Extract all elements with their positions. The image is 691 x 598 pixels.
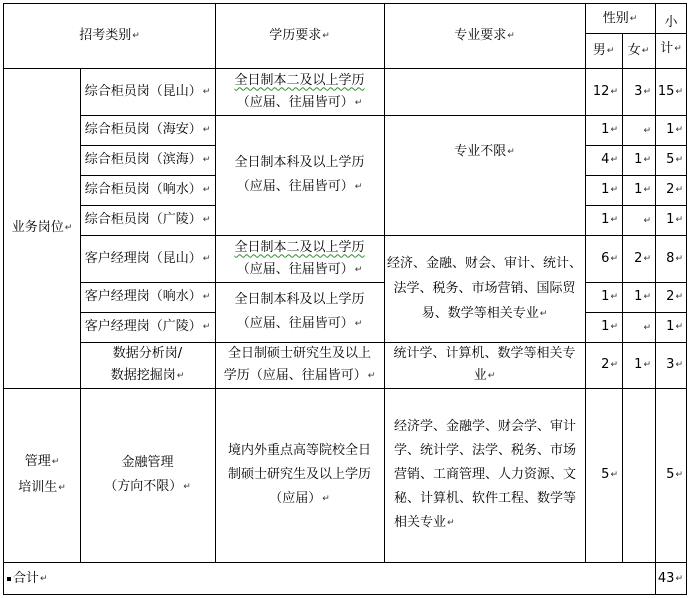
female-count <box>622 388 655 562</box>
male-count: 6 ↵ <box>585 235 622 282</box>
position-cell: 数据分析岗/ 数据挖掘岗 ↵ <box>80 342 215 388</box>
position-cell: 综合柜员岗（广陵） ↵ <box>80 205 215 235</box>
major-cell: 专业不限 ↵ <box>384 68 585 235</box>
total-count: 1 ↵ <box>655 115 687 145</box>
male-count: 1 ↵ <box>585 205 622 235</box>
education-cell: 全日制本二及以上学历 （应届、往届皆可） ↵ <box>215 235 384 282</box>
female-count <box>622 312 655 342</box>
female-count: 1 ↵ <box>622 342 655 388</box>
education-cell: 全日制本科及以上学历 （应届、往届皆可） ↵ <box>215 282 384 342</box>
total-count: 5 ↵ <box>655 145 687 175</box>
total-count: 8 ↵ <box>655 235 687 282</box>
header-gender: 性别 ↵ <box>585 4 655 33</box>
recruitment-table <box>3 3 687 595</box>
header-major: 专业要求 ↵ <box>384 4 585 68</box>
total-count: 1 ↵ <box>655 312 687 342</box>
male-count: 1 ↵ <box>585 115 622 145</box>
header-male: 男 ↵ <box>585 33 622 68</box>
total-count: 1 ↵ <box>655 205 687 235</box>
male-count: 1 ↵ <box>585 175 622 205</box>
header-education: 学历要求 ↵ <box>215 4 384 68</box>
position-cell: 金融管理 （方向不限） ↵ <box>80 388 215 562</box>
header-subtotal: 小 计 ↵ <box>655 4 687 68</box>
total-count: 3 ↵ <box>655 342 687 388</box>
education-cell: 全日制硕士研究生及以上 学历（应届、往届皆可） ↵ <box>215 342 384 388</box>
total-count: 2 ↵ <box>655 175 687 205</box>
male-count: 4 ↵ <box>585 145 622 175</box>
female-count <box>622 115 655 145</box>
position-cell: 综合柜员岗（滨海） ↵ <box>80 145 215 175</box>
row-marker <box>7 577 11 581</box>
education-cell: 全日制本科及以上学历 （应届、往届皆可） ↵ <box>215 115 384 235</box>
position-cell: 客户经理岗（响水） ↵ <box>80 282 215 312</box>
group-business: 业务岗位 ↵ <box>4 68 80 388</box>
position-cell: 客户经理岗（昆山） ↵ <box>80 235 215 282</box>
position-cell: 客户经理岗（广陵） ↵ <box>80 312 215 342</box>
female-count: 2 ↵ <box>622 235 655 282</box>
female-count: 1 ↵ <box>622 175 655 205</box>
total-count: 5 ↵ <box>655 388 687 562</box>
position-cell: 综合柜员岗（响水） ↵ <box>80 175 215 205</box>
position-cell: 综合柜员岗（昆山） ↵ <box>80 68 215 115</box>
major-cell: 经济学、金融学、财会学、审计 学、统计学、法学、税务、市场 营销、工商管理、人力资源、文 秘、计算机、软件工程、数学等 相关专业 ↵ <box>384 388 585 562</box>
total-count: 2 ↵ <box>655 282 687 312</box>
female-count: 1 ↵ <box>622 145 655 175</box>
major-cell: 经济、金融、财会、审计、统计、 法学、税务、市场营销、国际贸 易、数学等相关专业 ↵ <box>384 235 585 342</box>
group-trainee: 管理 ↵ 培训生 ↵ <box>4 388 80 562</box>
female-count: 3 ↵ <box>622 68 655 115</box>
header-female: 女 ↵ <box>622 33 655 68</box>
male-count: 1 ↵ <box>585 312 622 342</box>
footer-total-label: 合计 ↵ <box>4 562 655 595</box>
male-count: 2 ↵ <box>585 342 622 388</box>
male-count: 5 ↵ <box>585 388 622 562</box>
female-count: 1 ↵ <box>622 282 655 312</box>
total-count: 15 ↵ <box>655 68 687 115</box>
header-category: 招考类别 ↵ <box>4 4 215 68</box>
male-count: 1 ↵ <box>585 282 622 312</box>
education-cell: 境内外重点高等院校全日 制硕士研究生及以上学历 （应届） ↵ <box>215 388 384 562</box>
major-cell: 统计学、计算机、数学等相关专 业 ↵ <box>384 342 585 388</box>
female-count <box>622 205 655 235</box>
education-cell: 全日制本二及以上学历 （应届、往届皆可） ↵ <box>215 68 384 115</box>
footer-total-value: 43 ↵ <box>655 562 687 595</box>
male-count: 12 ↵ <box>585 68 622 115</box>
position-cell: 综合柜员岗（海安） ↵ <box>80 115 215 145</box>
